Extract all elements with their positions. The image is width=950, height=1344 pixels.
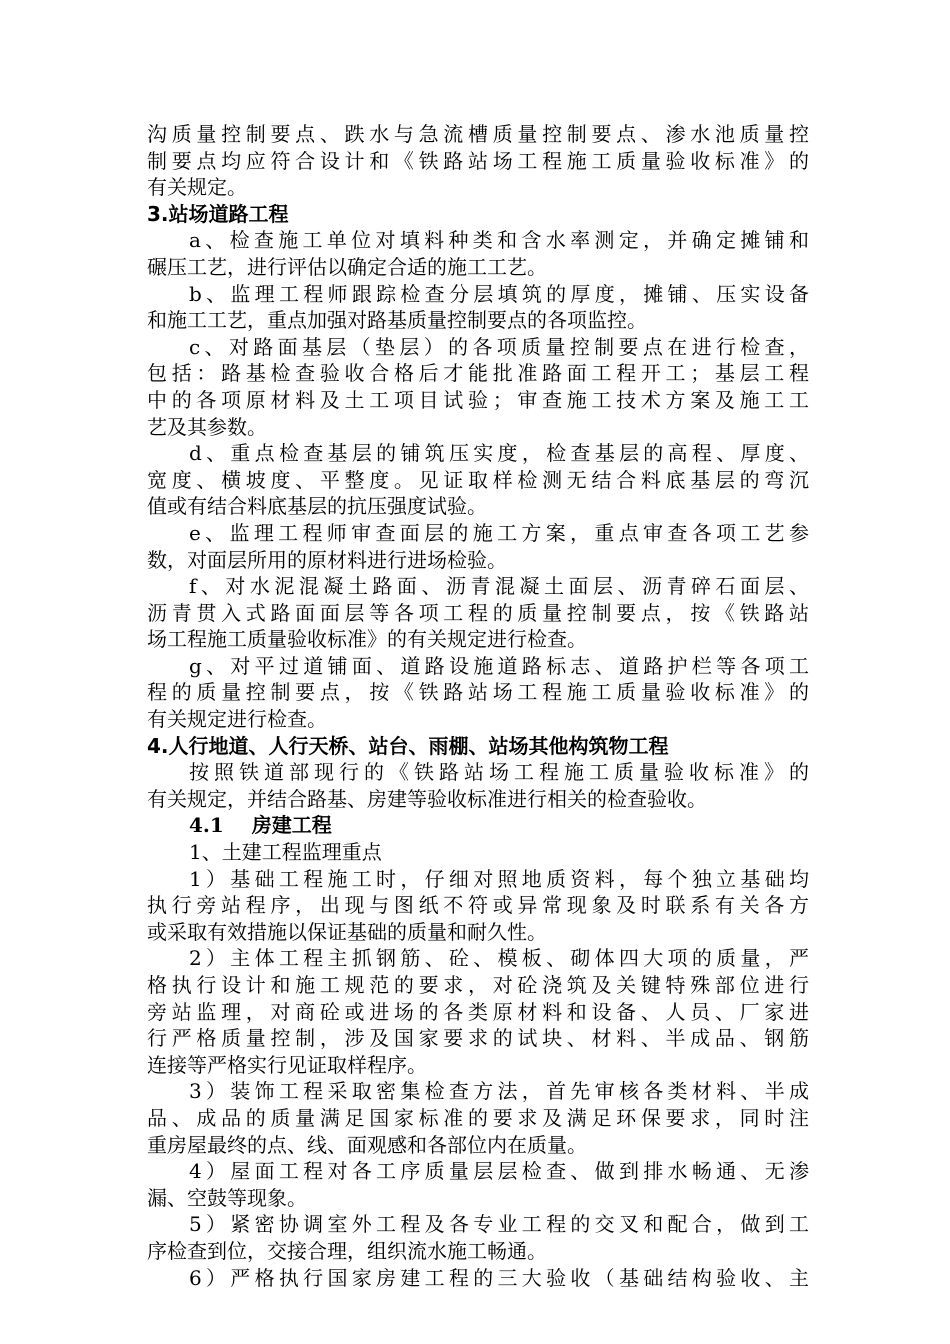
text-line: f、对水泥混凝土路面、沥青混凝土面层、沥青碎石面层、 [189, 574, 809, 599]
text-line: 制要点均应符合设计和《铁路站场工程施工质量验收标准》的 [147, 148, 809, 173]
text-line: 有关规定。 [147, 175, 247, 200]
paragraph-c [147, 334, 809, 440]
text-line: 有关规定进行检查。 [147, 707, 327, 732]
text-line: a、检查施工单位对填料种类和含水率测定，并确定摊铺和 [189, 228, 809, 253]
item-2 [147, 945, 809, 1078]
text-line: c、对路面基层（垫层）的各项质量控制要点在进行检查， [189, 334, 809, 359]
text-line: 艺及其参数。 [147, 414, 267, 439]
text-line: 场工程施工质量验收标准》的有关规定进行检查。 [147, 627, 587, 652]
paragraph-f [147, 573, 809, 653]
text-line: 格执行设计和施工规范的要求，对砼浇筑及关键特殊部位进行 [147, 973, 809, 997]
paragraph-e [147, 520, 809, 573]
section-3-heading: 3.站场道路工程 [147, 201, 289, 226]
text-line: b、监理工程师跟踪检查分层填筑的厚度，摊铺、压实设备 [189, 281, 809, 306]
text-line: g、对平过道铺面、道路设施道路标志、道路护栏等各项工 [189, 653, 809, 678]
text-line: 3）装饰工程采取密集检查方法，首先审核各类材料、半成 [189, 1079, 809, 1104]
text-line: 包括：路基检查验收合格后才能批准路面工程开工；基层工程 [147, 361, 809, 386]
text-line: 品、成品的质量满足国家标准的要求及满足环保要求，同时注 [147, 1105, 809, 1130]
text-line: 6）严格执行国家房建工程的三大验收（基础结构验收、主 [189, 1265, 809, 1290]
text-line: 和施工工艺，重点加强对路基质量控制要点的各项监控。 [147, 308, 647, 333]
intro-paragraph [147, 121, 809, 201]
text-line: 连接等严格实行见证取样程序。 [147, 1052, 427, 1077]
text-line: 沥青贯入式路面面层等各项工程的质量控制要点，按《铁路站 [147, 600, 809, 625]
text-line: d、重点检查基层的铺筑压实度，检查基层的高程、厚度、 [189, 441, 809, 466]
text-line: 有关规定，并结合路基、房建等验收标准进行相关的检查验收。 [147, 786, 707, 811]
text-line: 1）基础工程施工时，仔细对照地质资料，每个独立基础均 [189, 866, 809, 891]
paragraph-g [147, 653, 809, 733]
text-line: 2）主体工程主抓钢筋、砼、模板、砌体四大项的质量，严 [189, 946, 809, 971]
text-line: 行严格质量控制，涉及国家要求的试块、材料、半成品、钢筋 [147, 1026, 809, 1051]
paragraph-a [147, 227, 809, 280]
text-line: 执行旁站程序，出现与图纸不符或异常现象及时联系有关各方 [147, 893, 809, 918]
subsection-4-1-heading [147, 812, 809, 839]
text-line: 碾压工艺，进行评估以确定合适的施工工艺。 [147, 254, 547, 279]
text-line: 程的质量控制要点，按《铁路站场工程施工质量验收标准》的 [147, 680, 809, 705]
subsection-number: 4.1 [189, 813, 224, 838]
text-line: 中的各项原材料及土工项目试验；审查施工技术方案及施工工 [147, 387, 809, 412]
text-line: 重房屋最终的点、线、面观感和各部位内在质量。 [147, 1132, 587, 1157]
text-line: 5）紧密协调室外工程及各专业工程的交叉和配合，做到工 [189, 1212, 809, 1237]
text-line: 4）屋面工程对各工序质量层层检查、做到排水畅通、无渗 [189, 1159, 809, 1184]
item-3 [147, 1078, 809, 1158]
text-line: 或采取有效措施以保证基础的质量和耐久性。 [147, 919, 547, 944]
item-heading: 1、土建工程监理重点 [189, 840, 382, 865]
text-line: 宽度、横坡度、平整度。见证取样检测无结合料底基层的弯沉 [147, 467, 809, 492]
section-4-intro [147, 759, 809, 812]
text-line: e、监理工程师审查面层的施工方案，重点审查各项工艺参 [189, 520, 809, 545]
text-line: 值或有结合料底基层的抗压强度试验。 [147, 494, 487, 519]
text-line: 漏、空鼓等现象。 [147, 1185, 307, 1210]
text-line: 旁站监理，对商砼或进场的各类原材料和设备、人员、厂家进 [147, 999, 809, 1024]
text-line: 序检查到位，交接合理，组织流水施工畅通。 [147, 1238, 547, 1263]
item-1 [147, 866, 809, 946]
section-4-heading: 4.人行地道、人行天桥、站台、雨棚、站场其他构筑物工程 [147, 733, 669, 758]
subsection-title: 房建工程 [251, 813, 332, 838]
item-5 [147, 1211, 809, 1264]
text-line: 沟质量控制要点、跌水与急流槽质量控制要点、渗水池质量控 [147, 122, 809, 146]
document-page [147, 121, 809, 1291]
item-6 [147, 1265, 809, 1292]
text-line: 数，对面层所用的原材料进行进场检验。 [147, 547, 507, 572]
paragraph-d [147, 440, 809, 520]
item-4 [147, 1158, 809, 1211]
paragraph-b [147, 281, 809, 334]
text-line: 按照铁道部现行的《铁路站场工程施工质量验收标准》的 [189, 760, 809, 785]
